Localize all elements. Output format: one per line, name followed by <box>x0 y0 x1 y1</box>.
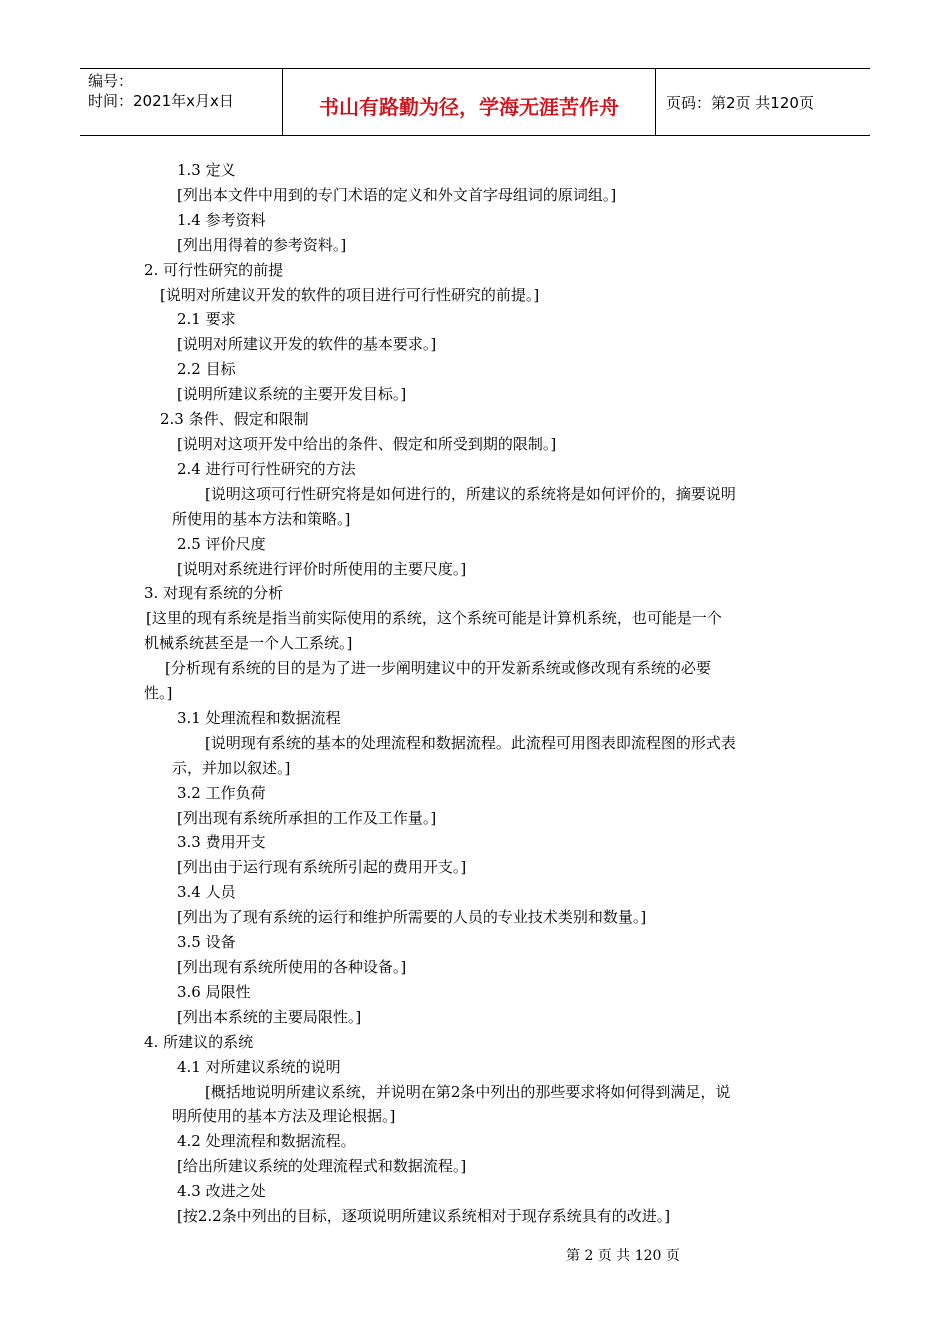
header-motto: 书山有路勤为径，学海无涯苦作舟 <box>282 69 656 135</box>
footer-page-number: 第 2 页 共 120 页 <box>566 1248 680 1264</box>
text-line: 性。] <box>144 684 173 703</box>
text-line: 3. 对现有系统的分析 <box>144 584 284 603</box>
text-line: [说明对系统进行评价时所使用的主要尺度。] <box>177 559 467 578</box>
text-line: [说明现有系统的基本的处理流程和数据流程。此流程可用图表即流程图的形式表 <box>205 733 736 752</box>
text-line: 机械系统甚至是一个人工系统。] <box>144 634 353 653</box>
text-line: 2.5 评价尺度 <box>177 534 266 553</box>
text-line: [列出用得着的参考资料。] <box>177 235 347 254</box>
text-line: 2.3 条件、假定和限制 <box>160 410 309 429</box>
text-line: [列出为了现有系统的运行和维护所需要的人员的专业技术类别和数量。] <box>177 908 647 927</box>
text-line: 4.3 改进之处 <box>177 1182 266 1201</box>
header-number-label: 编号： <box>88 72 134 90</box>
text-line: [概括地说明所建议系统，并说明在第2条中列出的那些要求将如何得到满足，说 <box>205 1082 731 1101</box>
page-header <box>80 68 870 136</box>
text-line: 3.3 费用开支 <box>177 833 266 852</box>
text-line: 2.2 目标 <box>177 360 236 379</box>
text-line: [说明这项可行性研究将是如何进行的，所建议的系统将是如何评价的，摘要说明 <box>205 484 736 503</box>
text-line: [列出现有系统所承担的工作及工作量。] <box>177 808 437 827</box>
text-line: 3.4 人员 <box>177 883 236 902</box>
text-line: [说明对这项开发中给出的条件、假定和所受到期的限制。] <box>177 434 557 453</box>
header-time-label: 时间：2021年x月x日 <box>88 92 234 110</box>
text-line: [列出本文件中用到的专门术语的定义和外文首字母组词的原词组。] <box>177 185 617 204</box>
text-line: 4.2 处理流程和数据流程。 <box>177 1132 356 1151</box>
text-line: 3.6 局限性 <box>177 982 251 1001</box>
text-line: 3.1 处理流程和数据流程 <box>177 708 341 727</box>
text-line: [列出现有系统所使用的各种设备。] <box>177 958 407 976</box>
text-line: 明所使用的基本方法及理论根据。] <box>172 1107 396 1126</box>
text-line: 4.1 对所建议系统的说明 <box>177 1057 341 1076</box>
text-line: 4. 所建议的系统 <box>144 1032 254 1051</box>
text-line: [这里的现有系统是指当前实际使用的系统，这个系统可能是计算机系统，也可能是一个 <box>146 609 722 628</box>
header-meta <box>80 69 282 135</box>
text-line: [说明对所建议开发的软件的项目进行可行性研究的前提。] <box>160 285 540 304</box>
text-line: 3.2 工作负荷 <box>177 783 266 802</box>
text-line: [说明所建议系统的主要开发目标。] <box>177 385 407 404</box>
text-line: 示，并加以叙述。] <box>172 758 291 777</box>
text-line: [按2.2条中列出的目标，逐项说明所建议系统相对于现存系统具有的改进。] <box>177 1207 671 1226</box>
document-body <box>0 158 950 1229</box>
text-line: [列出本系统的主要局限性。] <box>177 1007 362 1026</box>
text-line: 2. 可行性研究的前提 <box>144 260 284 279</box>
text-line: 1.3 定义 <box>177 161 236 179</box>
text-line: [说明对所建议开发的软件的基本要求。] <box>177 335 437 354</box>
text-line: 3.5 设备 <box>177 933 236 952</box>
text-line: 1.4 参考资料 <box>177 210 266 229</box>
text-line: [列出由于运行现有系统所引起的费用开支。] <box>177 858 467 877</box>
text-line: 2.4 进行可行性研究的方法 <box>177 459 356 478</box>
text-line: [分析现有系统的目的是为了进一步阐明建议中的开发新系统或修改现有系统的必要 <box>165 659 711 678</box>
text-line: [给出所建议系统的处理流程式和数据流程。] <box>177 1157 467 1176</box>
header-page-info: 页码：第2页 共120页 <box>666 93 814 112</box>
text-line: 2.1 要求 <box>177 310 236 329</box>
text-line: 所使用的基本方法和策略。] <box>172 509 351 528</box>
